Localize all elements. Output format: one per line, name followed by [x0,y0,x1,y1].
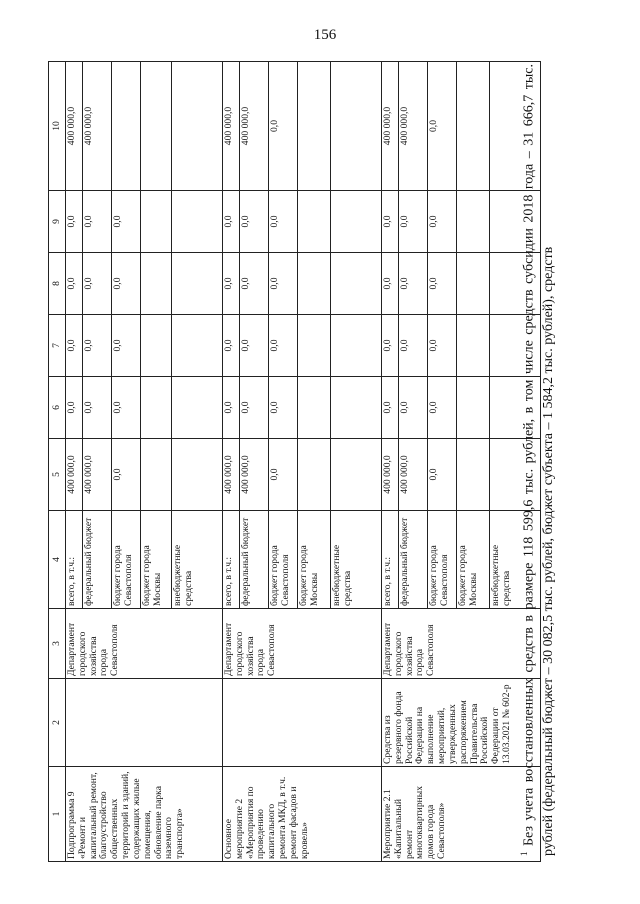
budget-amount: 0,0 [399,315,428,376]
amount-cell [66,191,223,253]
budget-amount: 0,0 [66,377,83,438]
budget-line-label: федеральный бюджет [399,511,428,608]
funding-source-cell: Средства из резервного фонда Российской Федерации на выполнение мероприятий, утвержденных распоряжением Правительства Российской Федерации от 13.03.2021 № 602-р [382,679,541,767]
budget-amount: 400 000,0 [240,62,269,190]
budget-line-label: бюджет города Москвы [457,511,490,608]
table-row [382,62,541,862]
budget-amount: 400 000,0 [382,439,399,510]
budget-amount [331,439,382,510]
budget-amount [457,439,490,510]
budget-line-label: бюджет города Севастополя [269,511,298,608]
column-header: 5 [49,439,66,511]
budget-line-label: федеральный бюджет [240,511,269,608]
budget-line-label: всего, в т.ч.: [66,511,83,608]
column-header: 4 [49,511,66,609]
budget-amount: 400 000,0 [399,439,428,510]
funding-source-cell [66,679,223,767]
budget-amount: 0,0 [83,253,112,314]
budget-amount: 0,0 [382,377,399,438]
table-row [223,62,382,862]
column-number-row [49,62,66,862]
budget-amount: 0,0 [269,377,298,438]
budget-line-label: федеральный бюджет [83,511,112,608]
budget-amount: 0,0 [240,253,269,314]
amount-cell [223,315,382,377]
budget-amount: 400 000,0 [382,62,399,190]
budget-amount: 0,0 [223,315,240,376]
budget-amount [141,191,172,252]
budget-amount: 0,0 [66,315,83,376]
budget-amount: 0,0 [240,315,269,376]
column-header: 6 [49,377,66,439]
budget-amount [141,253,172,314]
budget-amount: 0,0 [83,191,112,252]
budget-amount: 0,0 [269,191,298,252]
funding-source-cell [223,679,382,767]
budget-amount [172,439,223,510]
column-header: 9 [49,191,66,253]
amount-cell [66,377,223,439]
budget-amount: 400 000,0 [240,439,269,510]
amount-cell [66,253,223,315]
budget-amount [457,62,490,190]
budget-amount: 0,0 [240,377,269,438]
amount-cell [66,62,223,191]
budget-amount: 0,0 [223,377,240,438]
budget-amount: 0,0 [269,62,298,190]
budget-amount: 0,0 [240,191,269,252]
column-header: 7 [49,315,66,377]
column-header: 10 [49,62,66,191]
department-cell: Департамент городского хозяйства города Севастополя [223,609,382,679]
budget-amount [457,253,490,314]
budget-table [48,61,541,862]
budget-amount: 0,0 [83,315,112,376]
budget-amount: 0,0 [428,439,457,510]
budget-amount: 0,0 [66,253,83,314]
budget-amount: 0,0 [428,315,457,376]
budget-amount [298,377,331,438]
budget-amount [172,62,223,190]
amount-cell [382,253,541,315]
amount-cell [66,315,223,377]
budget-line-label: бюджет города Севастополя [428,511,457,608]
budget-line-label: бюджет города Москвы [141,511,172,608]
budget-amount [172,191,223,252]
budget-amount: 0,0 [66,191,83,252]
amount-cell [382,439,541,511]
budget-amount [331,62,382,190]
amount-cell [223,62,382,191]
budget-amount [298,191,331,252]
budget-amount [457,191,490,252]
department-cell: Департамент городского хозяйства города Севастополя [66,609,223,679]
amount-cell [382,377,541,439]
amount-cell [223,191,382,253]
budget-amount: 0,0 [428,253,457,314]
amount-cell [382,191,541,253]
column-header: 3 [49,609,66,679]
footnote-mark: 1 [519,851,529,856]
budget-amount [457,377,490,438]
amount-cell [382,315,541,377]
budget-label-cell [382,511,541,609]
budget-amount [298,315,331,376]
footnote [518,64,558,856]
column-header: 1 [49,767,66,862]
budget-line-label: внебюджетные средства [490,544,512,606]
budget-amount [141,377,172,438]
table-row [66,62,223,862]
budget-amount: 400 000,0 [83,439,112,510]
budget-amount: 0,0 [399,253,428,314]
budget-amount: 400 000,0 [223,439,240,510]
budget-amount: 400 000,0 [66,439,83,510]
budget-amount: 400 000,0 [223,62,240,190]
budget-amount: 0,0 [112,253,141,314]
budget-amount [457,315,490,376]
amount-cell [223,253,382,315]
budget-amount: 0,0 [382,253,399,314]
budget-amount [331,315,382,376]
budget-amount: 0,0 [112,315,141,376]
budget-amount: 0,0 [382,191,399,252]
budget-label-cell [223,511,382,609]
budget-amount [331,253,382,314]
budget-amount: 0,0 [83,377,112,438]
budget-amount [331,191,382,252]
budget-amount: 0,0 [382,315,399,376]
budget-line-label: бюджет города Москвы [298,511,331,608]
budget-line-label: внебюджетные средства [331,544,353,606]
budget-amount [141,62,172,190]
budget-amount: 0,0 [269,439,298,510]
program-name-cell: Основное мероприятие 2 «Мероприятия по проведению капитального ремонта МКД, в т.ч. ремонт фасадов и кровель» [223,767,382,862]
budget-amount [331,377,382,438]
budget-amount [298,253,331,314]
budget-amount: 0,0 [399,377,428,438]
program-name-cell: Подпрограмма 9 «Ремонт и капитальный ремонт, благоустройство общественных территорий и зданий, содержащих жилые помещения, обновление парка наземного транспорта» [66,767,223,862]
budget-amount: 0,0 [223,253,240,314]
budget-amount: 0,0 [269,253,298,314]
program-name-cell: Мероприятие 2.1 «Капитальный ремонт многоквартирных домов города Севастополя» [382,767,541,862]
amount-cell [223,439,382,511]
amount-cell [66,439,223,511]
budget-amount [172,253,223,314]
budget-amount: 0,0 [428,377,457,438]
budget-amount: 0,0 [112,377,141,438]
footnote-text: Без учета восстановленных средств в размере 118 599,6 тыс. рублей, в том числе средств субсидии 2018 года – 31 666,7 тыс. рублей (федеральный бюджет – 30 082,5 тыс. рублей, бюджет субъекта – 1 584,2 тыс. рублей), средств [521,63,556,856]
budget-amount: 400 000,0 [399,62,428,190]
department-cell: Департамент городского хозяйства города Севастополя [382,609,541,679]
budget-amount: 0,0 [223,191,240,252]
budget-amount [298,439,331,510]
budget-amount [172,315,223,376]
budget-amount: 0,0 [428,191,457,252]
amount-cell [223,377,382,439]
amount-cell [382,62,541,191]
budget-amount [141,315,172,376]
budget-amount: 0,0 [269,315,298,376]
budget-amount: 400 000,0 [66,62,83,190]
budget-line-label: внебюджетные средства [172,544,194,606]
budget-amount [172,377,223,438]
page-number: 156 [313,27,337,43]
budget-amount [112,62,141,190]
budget-amount: 0,0 [112,191,141,252]
budget-label-cell [66,511,223,609]
budget-line-label: всего, в т.ч.: [223,511,240,608]
column-header: 2 [49,679,66,767]
budget-amount [141,439,172,510]
budget-amount [298,62,331,190]
budget-line-label: бюджет города Севастополя [112,511,141,608]
column-header: 8 [49,253,66,315]
budget-line-label: всего, в т.ч.: [382,511,399,608]
budget-amount: 0,0 [112,439,141,510]
budget-amount: 0,0 [428,62,457,190]
budget-amount: 0,0 [399,191,428,252]
rotated-page-content [48,62,583,862]
budget-amount: 400 000,0 [83,62,112,190]
